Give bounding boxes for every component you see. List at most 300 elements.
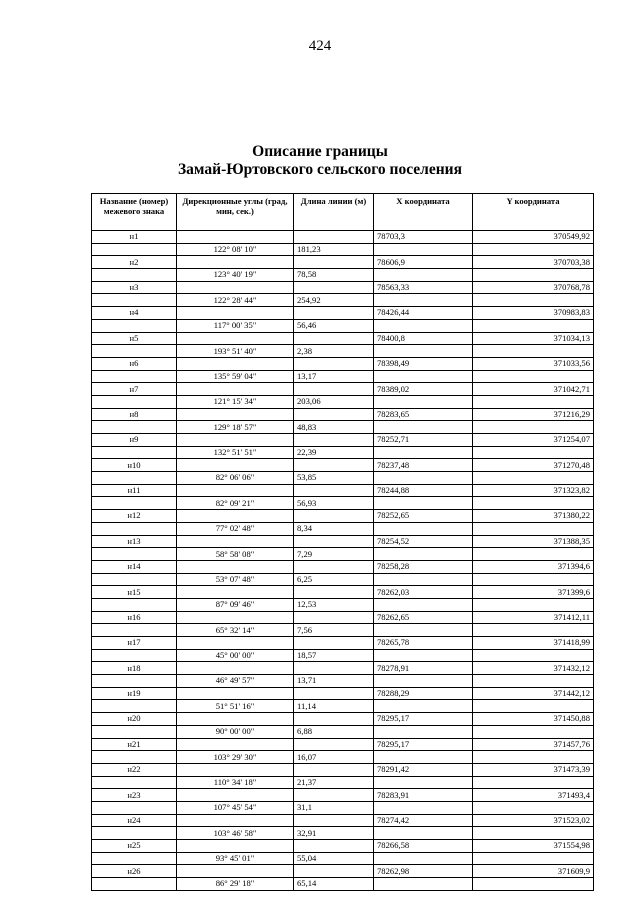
x-coordinate-cell: 78288,29 — [374, 687, 473, 700]
line-length-cell: 32,91 — [294, 827, 374, 840]
title-line-2: Замай-Юртовского сельского поселения — [178, 161, 462, 178]
marker-name-cell — [92, 827, 177, 840]
marker-name-cell: н3 — [92, 281, 177, 294]
marker-name-cell: н10 — [92, 459, 177, 472]
direction-angle-cell: 53° 07' 48" — [177, 573, 294, 586]
direction-angle-cell — [177, 586, 294, 599]
x-coordinate-cell: 78426,44 — [374, 307, 473, 320]
marker-name-cell: н22 — [92, 763, 177, 776]
table-row — [92, 637, 594, 650]
table-row — [92, 662, 594, 675]
line-length-cell: 18,57 — [294, 649, 374, 662]
direction-angle-cell: 110° 34' 18" — [177, 776, 294, 789]
y-coordinate-cell: 371042,71 — [473, 383, 594, 396]
table-row — [92, 675, 594, 688]
y-coordinate-cell: 370768,78 — [473, 281, 594, 294]
line-length-cell: 16,07 — [294, 751, 374, 764]
table-row — [92, 725, 594, 738]
line-length-cell — [294, 789, 374, 802]
x-coordinate-cell — [374, 751, 473, 764]
marker-name-cell — [92, 700, 177, 713]
x-coordinate-cell: 78389,02 — [374, 383, 473, 396]
y-coordinate-cell: 371457,76 — [473, 738, 594, 751]
direction-angle-cell — [177, 840, 294, 853]
marker-name-cell: н16 — [92, 611, 177, 624]
marker-name-cell: н14 — [92, 560, 177, 573]
direction-angle-cell: 77° 02' 48" — [177, 522, 294, 535]
direction-angle-cell — [177, 814, 294, 827]
y-coordinate-cell: 371216,29 — [473, 408, 594, 421]
x-coordinate-cell — [374, 243, 473, 256]
table-row — [92, 497, 594, 510]
table-row — [92, 535, 594, 548]
y-coordinate-cell: 370983,83 — [473, 307, 594, 320]
table-row — [92, 370, 594, 383]
line-length-cell — [294, 281, 374, 294]
marker-name-cell: н24 — [92, 814, 177, 827]
line-length-cell: 254,92 — [294, 294, 374, 307]
table-row — [92, 446, 594, 459]
y-coordinate-cell: 371388,35 — [473, 535, 594, 548]
line-length-cell: 55,04 — [294, 852, 374, 865]
marker-name-cell: н19 — [92, 687, 177, 700]
header-y-coordinate: Y координата — [473, 194, 594, 231]
marker-name-cell: н23 — [92, 789, 177, 802]
table-row — [92, 878, 594, 891]
table-row — [92, 776, 594, 789]
direction-angle-cell: 103° 46' 58" — [177, 827, 294, 840]
table-row — [92, 256, 594, 269]
table-row — [92, 751, 594, 764]
line-length-cell — [294, 840, 374, 853]
marker-name-cell: н1 — [92, 231, 177, 244]
marker-name-cell — [92, 725, 177, 738]
line-length-cell: 21,37 — [294, 776, 374, 789]
y-coordinate-cell: 371254,07 — [473, 434, 594, 447]
title-line-1: Описание границы — [252, 143, 388, 160]
direction-angle-cell — [177, 307, 294, 320]
header-line-length: Длина линии (м) — [294, 194, 374, 231]
line-length-cell: 6,88 — [294, 725, 374, 738]
direction-angle-cell — [177, 687, 294, 700]
y-coordinate-cell — [473, 776, 594, 789]
table-row — [92, 738, 594, 751]
line-length-cell — [294, 383, 374, 396]
header-direction-angle: Дирекционные углы (град, мин, сек.) — [177, 194, 294, 231]
marker-name-cell — [92, 675, 177, 688]
marker-name-cell — [92, 370, 177, 383]
direction-angle-cell — [177, 383, 294, 396]
direction-angle-cell: 90° 00' 00" — [177, 725, 294, 738]
marker-name-cell — [92, 598, 177, 611]
y-coordinate-cell: 371523,02 — [473, 814, 594, 827]
table-row — [92, 472, 594, 485]
direction-angle-cell: 51° 51' 16" — [177, 700, 294, 713]
direction-angle-cell: 45° 00' 00" — [177, 649, 294, 662]
direction-angle-cell — [177, 332, 294, 345]
x-coordinate-cell: 78252,65 — [374, 510, 473, 523]
direction-angle-cell: 86° 29' 18" — [177, 878, 294, 891]
marker-name-cell — [92, 624, 177, 637]
marker-name-cell: н13 — [92, 535, 177, 548]
marker-name-cell: н6 — [92, 357, 177, 370]
table-row — [92, 763, 594, 776]
table-row — [92, 357, 594, 370]
y-coordinate-cell — [473, 269, 594, 282]
direction-angle-cell: 58° 58' 08" — [177, 548, 294, 561]
x-coordinate-cell — [374, 801, 473, 814]
x-coordinate-cell — [374, 548, 473, 561]
x-coordinate-cell — [374, 497, 473, 510]
x-coordinate-cell: 78258,28 — [374, 560, 473, 573]
marker-name-cell: н4 — [92, 307, 177, 320]
marker-name-cell: н21 — [92, 738, 177, 751]
marker-name-cell: н25 — [92, 840, 177, 853]
y-coordinate-cell: 371554,98 — [473, 840, 594, 853]
x-coordinate-cell — [374, 649, 473, 662]
marker-name-cell — [92, 522, 177, 535]
y-coordinate-cell: 371609,9 — [473, 865, 594, 878]
y-coordinate-cell — [473, 624, 594, 637]
direction-angle-cell — [177, 713, 294, 726]
line-length-cell: 2,38 — [294, 345, 374, 358]
marker-name-cell: н18 — [92, 662, 177, 675]
line-length-cell — [294, 738, 374, 751]
table-row — [92, 459, 594, 472]
line-length-cell — [294, 510, 374, 523]
direction-angle-cell — [177, 484, 294, 497]
header-x-coordinate: X координата — [374, 194, 473, 231]
line-length-cell: 11,14 — [294, 700, 374, 713]
direction-angle-cell: 82° 06' 06" — [177, 472, 294, 485]
x-coordinate-cell: 78400,8 — [374, 332, 473, 345]
direction-angle-cell: 122° 08' 10" — [177, 243, 294, 256]
table-row — [92, 548, 594, 561]
line-length-cell: 78,58 — [294, 269, 374, 282]
x-coordinate-cell: 78244,88 — [374, 484, 473, 497]
table-row — [92, 611, 594, 624]
line-length-cell: 7,56 — [294, 624, 374, 637]
table-row — [92, 294, 594, 307]
y-coordinate-cell — [473, 548, 594, 561]
x-coordinate-cell — [374, 345, 473, 358]
y-coordinate-cell: 371033,56 — [473, 357, 594, 370]
y-coordinate-cell — [473, 395, 594, 408]
line-length-cell: 53,85 — [294, 472, 374, 485]
x-coordinate-cell: 78606,9 — [374, 256, 473, 269]
x-coordinate-cell: 78703,3 — [374, 231, 473, 244]
marker-name-cell: н9 — [92, 434, 177, 447]
line-length-cell — [294, 763, 374, 776]
direction-angle-cell: 87° 09' 46" — [177, 598, 294, 611]
y-coordinate-cell: 371380,22 — [473, 510, 594, 523]
direction-angle-cell: 82° 09' 21" — [177, 497, 294, 510]
x-coordinate-cell: 78252,71 — [374, 434, 473, 447]
direction-angle-cell — [177, 789, 294, 802]
table-header-row — [92, 194, 594, 231]
direction-angle-cell: 122° 28' 44" — [177, 294, 294, 307]
line-length-cell: 48,83 — [294, 421, 374, 434]
y-coordinate-cell — [473, 370, 594, 383]
x-coordinate-cell: 78295,17 — [374, 738, 473, 751]
x-coordinate-cell: 78274,42 — [374, 814, 473, 827]
x-coordinate-cell: 78262,65 — [374, 611, 473, 624]
y-coordinate-cell — [473, 598, 594, 611]
table-row — [92, 383, 594, 396]
x-coordinate-cell — [374, 294, 473, 307]
y-coordinate-cell — [473, 573, 594, 586]
table-row — [92, 560, 594, 573]
marker-name-cell — [92, 472, 177, 485]
table-row — [92, 573, 594, 586]
line-length-cell — [294, 357, 374, 370]
table-row — [92, 814, 594, 827]
marker-name-cell — [92, 345, 177, 358]
table-row — [92, 319, 594, 332]
table-row — [92, 713, 594, 726]
line-length-cell — [294, 231, 374, 244]
boundary-table — [91, 193, 594, 891]
direction-angle-cell: 123° 40' 19" — [177, 269, 294, 282]
x-coordinate-cell — [374, 522, 473, 535]
y-coordinate-cell — [473, 497, 594, 510]
x-coordinate-cell — [374, 446, 473, 459]
y-coordinate-cell: 371493,4 — [473, 789, 594, 802]
x-coordinate-cell: 78262,98 — [374, 865, 473, 878]
table-row — [92, 408, 594, 421]
y-coordinate-cell — [473, 421, 594, 434]
marker-name-cell — [92, 852, 177, 865]
x-coordinate-cell — [374, 395, 473, 408]
y-coordinate-cell — [473, 852, 594, 865]
direction-angle-cell: 46° 49' 57" — [177, 675, 294, 688]
marker-name-cell: н17 — [92, 637, 177, 650]
marker-name-cell — [92, 294, 177, 307]
y-coordinate-cell — [473, 294, 594, 307]
line-length-cell: 203,06 — [294, 395, 374, 408]
marker-name-cell — [92, 776, 177, 789]
x-coordinate-cell: 78563,33 — [374, 281, 473, 294]
marker-name-cell — [92, 243, 177, 256]
y-coordinate-cell: 371432,12 — [473, 662, 594, 675]
x-coordinate-cell — [374, 598, 473, 611]
y-coordinate-cell: 371442,12 — [473, 687, 594, 700]
table-row — [92, 598, 594, 611]
table-row — [92, 624, 594, 637]
table-row — [92, 231, 594, 244]
marker-name-cell: н26 — [92, 865, 177, 878]
line-length-cell — [294, 307, 374, 320]
x-coordinate-cell: 78295,17 — [374, 713, 473, 726]
y-coordinate-cell: 371034,13 — [473, 332, 594, 345]
direction-angle-cell — [177, 535, 294, 548]
direction-angle-cell — [177, 738, 294, 751]
direction-angle-cell: 135° 59' 04" — [177, 370, 294, 383]
x-coordinate-cell: 78254,52 — [374, 535, 473, 548]
x-coordinate-cell: 78283,65 — [374, 408, 473, 421]
line-length-cell: 56,46 — [294, 319, 374, 332]
line-length-cell: 8,34 — [294, 522, 374, 535]
x-coordinate-cell: 78262,03 — [374, 586, 473, 599]
direction-angle-cell: 193° 51' 40" — [177, 345, 294, 358]
line-length-cell: 65,14 — [294, 878, 374, 891]
direction-angle-cell — [177, 763, 294, 776]
table-body — [92, 231, 594, 891]
marker-name-cell — [92, 751, 177, 764]
table-row — [92, 687, 594, 700]
y-coordinate-cell: 371323,82 — [473, 484, 594, 497]
x-coordinate-cell — [374, 624, 473, 637]
marker-name-cell — [92, 878, 177, 891]
line-length-cell: 12,53 — [294, 598, 374, 611]
x-coordinate-cell: 78265,78 — [374, 637, 473, 650]
table-row — [92, 522, 594, 535]
table-row — [92, 801, 594, 814]
x-coordinate-cell: 78237,48 — [374, 459, 473, 472]
table-row — [92, 421, 594, 434]
x-coordinate-cell: 78266,58 — [374, 840, 473, 853]
direction-angle-cell: 132° 51' 51" — [177, 446, 294, 459]
y-coordinate-cell — [473, 827, 594, 840]
line-length-cell: 56,93 — [294, 497, 374, 510]
x-coordinate-cell: 78278,91 — [374, 662, 473, 675]
marker-name-cell — [92, 421, 177, 434]
direction-angle-cell — [177, 434, 294, 447]
y-coordinate-cell — [473, 472, 594, 485]
line-length-cell: 6,25 — [294, 573, 374, 586]
line-length-cell — [294, 865, 374, 878]
x-coordinate-cell — [374, 700, 473, 713]
y-coordinate-cell — [473, 675, 594, 688]
line-length-cell: 181,23 — [294, 243, 374, 256]
marker-name-cell — [92, 548, 177, 561]
direction-angle-cell — [177, 662, 294, 675]
x-coordinate-cell — [374, 573, 473, 586]
marker-name-cell: н20 — [92, 713, 177, 726]
y-coordinate-cell: 371399,6 — [473, 586, 594, 599]
direction-angle-cell: 93° 45' 01" — [177, 852, 294, 865]
table-row — [92, 586, 594, 599]
x-coordinate-cell — [374, 319, 473, 332]
table-row — [92, 243, 594, 256]
line-length-cell: 13,17 — [294, 370, 374, 383]
document-title — [0, 143, 640, 179]
x-coordinate-cell — [374, 827, 473, 840]
line-length-cell — [294, 713, 374, 726]
y-coordinate-cell: 371270,48 — [473, 459, 594, 472]
x-coordinate-cell — [374, 725, 473, 738]
y-coordinate-cell: 371450,88 — [473, 713, 594, 726]
marker-name-cell — [92, 497, 177, 510]
table-row — [92, 840, 594, 853]
direction-angle-cell: 121° 15' 34" — [177, 395, 294, 408]
page-number: 424 — [308, 38, 332, 54]
x-coordinate-cell — [374, 269, 473, 282]
line-length-cell — [294, 637, 374, 650]
direction-angle-cell — [177, 281, 294, 294]
marker-name-cell — [92, 319, 177, 332]
line-length-cell — [294, 662, 374, 675]
line-length-cell — [294, 586, 374, 599]
y-coordinate-cell — [473, 649, 594, 662]
x-coordinate-cell — [374, 472, 473, 485]
marker-name-cell — [92, 649, 177, 662]
direction-angle-cell — [177, 560, 294, 573]
y-coordinate-cell — [473, 345, 594, 358]
y-coordinate-cell — [473, 243, 594, 256]
x-coordinate-cell — [374, 776, 473, 789]
direction-angle-cell — [177, 256, 294, 269]
marker-name-cell — [92, 801, 177, 814]
y-coordinate-cell — [473, 725, 594, 738]
y-coordinate-cell: 371473,39 — [473, 763, 594, 776]
y-coordinate-cell: 370703,38 — [473, 256, 594, 269]
line-length-cell — [294, 535, 374, 548]
direction-angle-cell: 129° 18' 57" — [177, 421, 294, 434]
y-coordinate-cell — [473, 801, 594, 814]
direction-angle-cell: 65° 32' 14" — [177, 624, 294, 637]
header-marker-name: Название (номер) межевого знака — [92, 194, 177, 231]
line-length-cell — [294, 434, 374, 447]
line-length-cell: 13,71 — [294, 675, 374, 688]
line-length-cell — [294, 611, 374, 624]
y-coordinate-cell — [473, 700, 594, 713]
y-coordinate-cell — [473, 878, 594, 891]
x-coordinate-cell: 78291,42 — [374, 763, 473, 776]
table-row — [92, 789, 594, 802]
table-row — [92, 345, 594, 358]
x-coordinate-cell — [374, 878, 473, 891]
x-coordinate-cell — [374, 852, 473, 865]
marker-name-cell: н15 — [92, 586, 177, 599]
marker-name-cell: н11 — [92, 484, 177, 497]
direction-angle-cell — [177, 510, 294, 523]
table-row — [92, 510, 594, 523]
x-coordinate-cell: 78283,91 — [374, 789, 473, 802]
line-length-cell — [294, 687, 374, 700]
y-coordinate-cell: 371394,6 — [473, 560, 594, 573]
y-coordinate-cell — [473, 751, 594, 764]
line-length-cell — [294, 459, 374, 472]
line-length-cell — [294, 814, 374, 827]
x-coordinate-cell — [374, 421, 473, 434]
table-row — [92, 269, 594, 282]
line-length-cell — [294, 484, 374, 497]
x-coordinate-cell — [374, 675, 473, 688]
direction-angle-cell: 103° 29' 30" — [177, 751, 294, 764]
marker-name-cell: н8 — [92, 408, 177, 421]
direction-angle-cell — [177, 231, 294, 244]
line-length-cell: 22,39 — [294, 446, 374, 459]
line-length-cell — [294, 408, 374, 421]
table-row — [92, 307, 594, 320]
table-row — [92, 827, 594, 840]
table-row — [92, 332, 594, 345]
marker-name-cell — [92, 573, 177, 586]
marker-name-cell: н12 — [92, 510, 177, 523]
marker-name-cell: н7 — [92, 383, 177, 396]
table-row — [92, 700, 594, 713]
direction-angle-cell — [177, 459, 294, 472]
table-row — [92, 649, 594, 662]
marker-name-cell: н2 — [92, 256, 177, 269]
direction-angle-cell — [177, 865, 294, 878]
line-length-cell: 7,29 — [294, 548, 374, 561]
marker-name-cell — [92, 446, 177, 459]
direction-angle-cell: 117° 00' 35" — [177, 319, 294, 332]
marker-name-cell: н5 — [92, 332, 177, 345]
y-coordinate-cell — [473, 522, 594, 535]
